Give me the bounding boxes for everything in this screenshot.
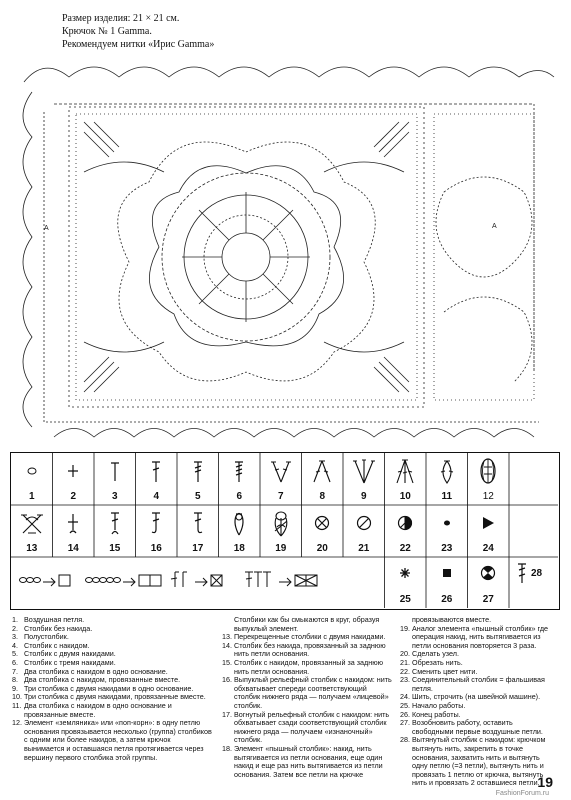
- definition-text: Два столбика с накидом в одно основание и провязанные вместе.: [24, 700, 172, 719]
- definitions-column-2: [222, 616, 392, 779]
- definition-text: Шить, строчить (на швейной машине).: [412, 692, 541, 702]
- definition-item: [400, 676, 550, 693]
- legend-cell-9: 9: [343, 453, 385, 505]
- definition-item: [400, 736, 550, 788]
- definition-number: 9.: [12, 683, 18, 693]
- definition-text: Элемент «пышный столбик»: накид, нить вытягивается из петли основания, еще один накид и еще раз нить вытягивается из петли основания. Затем все петли на крючке: [234, 743, 383, 779]
- treble-crochet-icon: [191, 459, 205, 483]
- start-asterisk-icon: [399, 567, 411, 579]
- sew-triangle-icon: [481, 516, 495, 530]
- dc2tog-icon: [311, 459, 333, 483]
- legend-cell-2: 2: [53, 453, 95, 505]
- legend-cell-28: 28: [509, 557, 551, 607]
- tr3-shell-icon: [352, 458, 376, 484]
- definition-number: 18.: [222, 743, 232, 753]
- definition-text: Аналог элемента «пышный столбик» где операция накид, нить вытягивается из петли основания повторяется 3 раза.: [412, 623, 549, 650]
- change-color-icon: [397, 515, 413, 531]
- definition-number: 5.: [12, 649, 18, 659]
- definition-text: Столбик с двумя накидами.: [24, 649, 116, 659]
- legend-cell-26: 26: [426, 557, 468, 607]
- definition-text: Обрезать нить.: [412, 657, 463, 667]
- legend-cell-6: 6: [219, 453, 261, 505]
- size-line: Размер изделия: 21 × 21 см.: [62, 13, 180, 24]
- legend-cell-5: 5: [177, 453, 219, 505]
- definition-number: 2.: [12, 623, 18, 633]
- definition-item: [400, 719, 550, 736]
- definition-number: 15.: [222, 657, 232, 667]
- chain-stitch-icon: [27, 467, 37, 475]
- definition-item: [222, 659, 392, 676]
- definition-number: 3.: [12, 632, 18, 642]
- definition-number: 7.: [12, 666, 18, 676]
- definition-number: 6.: [12, 657, 18, 667]
- crochet-diagram: [14, 52, 560, 440]
- definition-number: 16.: [222, 675, 232, 685]
- legend-cell-17: 17: [177, 505, 219, 557]
- definition-number: 19.: [400, 623, 410, 633]
- definition-text: Столбик без накида, провязанный за заднюю нить петли основания.: [234, 640, 386, 659]
- legend-cell-15: 15: [94, 505, 136, 557]
- legend-cell-1: 1: [11, 453, 53, 505]
- definition-text: Перекрещенные столбики с двумя накидами.: [234, 632, 386, 642]
- legend-cell-22: 22: [385, 505, 427, 557]
- legend-cell-25: 25: [385, 557, 427, 607]
- definitions-column-1: [12, 616, 212, 762]
- legend-cell-4: 4: [136, 453, 178, 505]
- legend-cell-20: 20: [302, 505, 344, 557]
- marker-a: A: [44, 225, 49, 232]
- definition-number: 14.: [222, 640, 232, 650]
- definition-text: Воздушная петля.: [24, 615, 85, 624]
- definition-item: [12, 702, 212, 719]
- definition-number: 24.: [400, 692, 410, 702]
- definition-text: Сделать узел.: [412, 649, 459, 659]
- definition-item: [222, 711, 392, 745]
- slip-stitch-icon: [442, 518, 452, 528]
- double-crochet-icon: [149, 459, 163, 483]
- end-square-icon: [442, 568, 452, 578]
- double-treble-icon: [232, 459, 246, 483]
- puff-stitch-3x-icon: [270, 509, 292, 537]
- definition-number: 28.: [400, 735, 410, 745]
- definition-text: Начало работы.: [412, 700, 466, 710]
- legend-cell-12: 12: [468, 453, 510, 505]
- watermark: FashionForum.ru: [495, 790, 549, 797]
- legend-cell-8: 8: [302, 453, 344, 505]
- definition-number: 22.: [400, 666, 410, 676]
- crossed-treble-icon: [20, 512, 44, 534]
- single-crochet-icon: [66, 464, 80, 478]
- make-knot-icon: [314, 515, 330, 531]
- legend-cell-14: 14: [53, 505, 95, 557]
- definition-text: Столбик с накидом.: [24, 640, 90, 650]
- definition-text: Конец работы.: [412, 709, 461, 719]
- definition-number: 27.: [400, 718, 410, 728]
- definition-text: Сменить цвет нити.: [412, 666, 478, 676]
- legend-cell-13: 13: [11, 505, 53, 557]
- front-post-dc-icon: [149, 511, 163, 535]
- definition-item: [222, 616, 392, 633]
- definitions-column-3: [400, 616, 550, 788]
- definition-text: Три столбика с двумя накидами, провязанные вместе.: [24, 692, 206, 702]
- definition-text: Столбик без накида.: [24, 623, 93, 633]
- definition-number: 21.: [400, 657, 410, 667]
- legend-cell-19: 19: [260, 505, 302, 557]
- v-stitch-icon: [270, 459, 292, 483]
- definition-number: 10.: [12, 692, 22, 702]
- legend-cell-16: 16: [136, 505, 178, 557]
- hook-line: Крючок № 1 Gamma.: [62, 26, 152, 37]
- popcorn-icon: [477, 457, 499, 485]
- legend-cell-21: 21: [343, 505, 385, 557]
- definition-item: [222, 676, 392, 710]
- definition-text: Столбик с накидом, провязанный за заднюю нить петли основания.: [234, 657, 384, 676]
- thread-line: Рекомендуем нитки «Ирис Gamma»: [62, 39, 215, 50]
- resume-work-icon: [480, 565, 496, 581]
- tr3tog-icon: [393, 458, 417, 484]
- definition-item: [222, 745, 392, 779]
- definition-text: Вытянутый столбик с накидом: крючком вытянуть нить, закрепить в точке основания, захватить нить и вытянуть одну петлю (=3 петли), вытянуть нить и провязать 1 петлю от крючка, вытянуть нить и провязать 2 оставшиеся петли.: [412, 735, 546, 788]
- definition-text: Вогнутый рельефный столбик с накидом: нить обхватывает сзади соответствующий столбик нижнего ряда — получаем «изнаночный» столбик.: [234, 709, 390, 745]
- legend-cell-23: 23: [426, 505, 468, 557]
- definition-number: 20.: [400, 649, 410, 659]
- symbol-legend: [10, 452, 560, 610]
- definition-text: Возобновить работу, оставить свободными первые воздушные петли.: [412, 718, 543, 736]
- legend-cell-3: 3: [94, 453, 136, 505]
- definition-number: 13.: [222, 632, 232, 642]
- definition-item: [400, 625, 550, 651]
- definition-text: Полустолбик.: [24, 632, 69, 642]
- definition-number: 11.: [12, 700, 22, 710]
- sc-back-loop-icon: [66, 512, 80, 534]
- legend-cell-10: 10: [385, 453, 427, 505]
- cut-thread-icon: [356, 515, 372, 531]
- definition-text: Столбики как бы смыкаются в круг, образуя выпуклый элемент.: [234, 615, 380, 633]
- legend-cell-18: 18: [219, 505, 261, 557]
- legend-cell-7: 7: [260, 453, 302, 505]
- definition-text: Два столбика с накидом, провязанные вместе.: [24, 675, 181, 685]
- page-number: 19: [537, 774, 553, 790]
- definition-number: 26.: [400, 709, 410, 719]
- definition-text: Столбик с тремя накидами.: [24, 657, 116, 667]
- definition-number: 1.: [12, 615, 18, 624]
- legend-cell-24: 24: [468, 505, 510, 557]
- definition-text: Соединительный столбик = фальшивая петля.: [412, 675, 545, 693]
- back-post-dc-icon: [191, 511, 205, 535]
- elongated-dc-icon: [515, 562, 529, 584]
- definition-text: провязываются вместе.: [412, 615, 492, 624]
- definition-number: 25.: [400, 700, 410, 710]
- definition-text: Элемент «земляника» или «поп-корн»: в одну петлю основания провязывается несколько (группа) столбиков с одним или более накидов, а затем крючок вынимается и оставшаяся петля протягивается через вершину первого столбика этой группы.: [24, 718, 212, 762]
- definition-number: 8.: [12, 675, 18, 685]
- legend-cell-27: 27: [468, 557, 510, 607]
- definition-text: Два столбика с накидом в одно основание.: [24, 666, 168, 676]
- legend-cell-11: 11: [426, 453, 468, 505]
- definition-item: [222, 642, 392, 659]
- pattern-header: [62, 12, 214, 51]
- marker-a-right: A: [492, 223, 497, 230]
- definition-text: Три столбика с двумя накидами в одно основание.: [24, 683, 194, 693]
- definition-number: 12.: [12, 718, 22, 728]
- definition-number: 17.: [222, 709, 232, 719]
- half-double-crochet-icon: [108, 460, 122, 482]
- definition-item: [12, 719, 212, 762]
- puff-stitch-icon: [231, 510, 247, 536]
- definition-number: 23.: [400, 675, 410, 685]
- definition-number: 4.: [12, 640, 18, 650]
- dc2-cluster-icon: [436, 458, 458, 484]
- dc-back-loop-icon: [108, 511, 122, 535]
- chain-replacement-diagram: [17, 567, 377, 597]
- definition-text: Выпуклый рельефный столбик с накидом: нить обхватывает спереди соответствующий столбик нижнего ряда — получаем «лицевой» столбик.: [234, 675, 392, 710]
